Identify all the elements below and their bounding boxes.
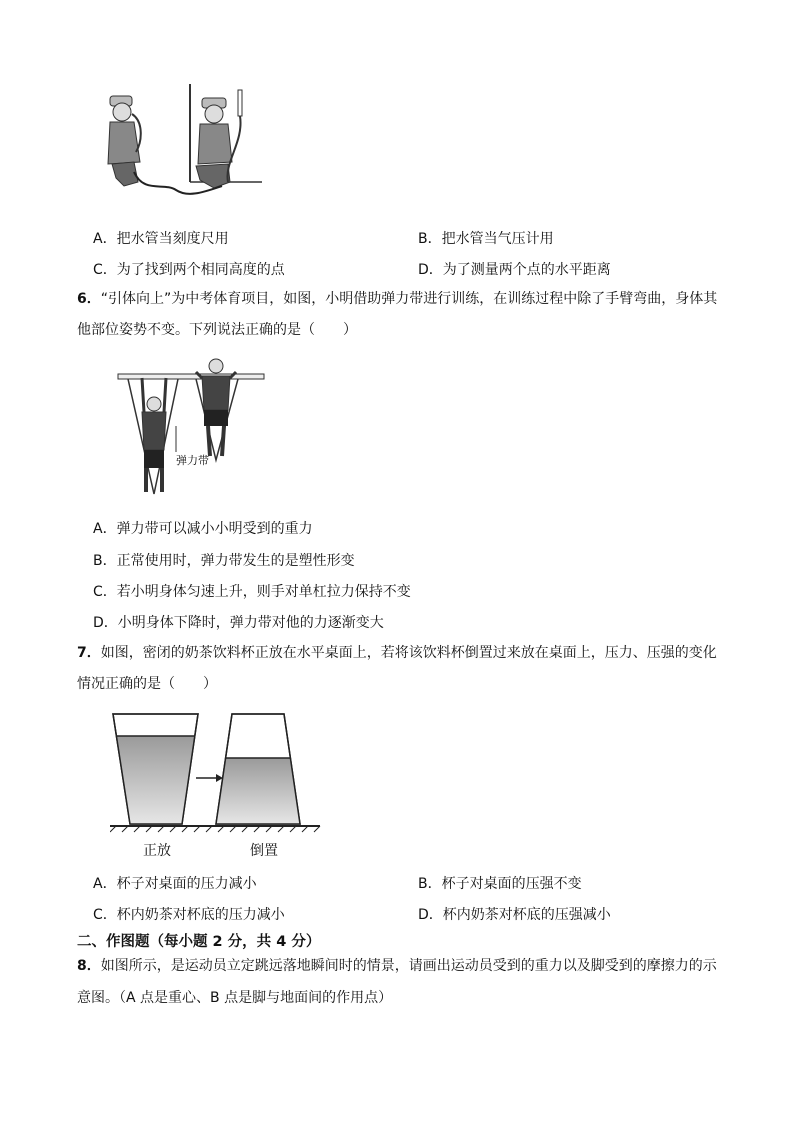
q7-option-c: C．杯内奶茶对杯底的压力减小 xyxy=(93,907,285,923)
q7-stem-line2: 情况正确的是（ ） xyxy=(77,676,217,692)
q6-option-d: D．小明身体下降时，弹力带对他的力逐渐变大 xyxy=(93,615,384,631)
q6-option-b: B．正常使用时，弹力带发生的是塑性形变 xyxy=(93,553,355,569)
q6-stem-line1: 6．“引体向上”为中考体育项目，如图，小明借助弹力带进行训练，在训练过程中除了手臂弯曲，身体其 xyxy=(77,291,718,307)
q6-stem-line2: 他部位姿势不变。下列说法正确的是（ ） xyxy=(77,322,357,338)
section-2-title: 二、作图题（每小题 2 分，共 4 分） xyxy=(77,934,321,950)
q7-figure xyxy=(110,708,335,837)
q7-label-inverted: 倒置 xyxy=(250,843,278,859)
q7-label-upright: 正放 xyxy=(143,843,171,859)
q5-option-c: C．为了找到两个相同高度的点 xyxy=(93,262,285,278)
workers-hose-illustration xyxy=(104,82,264,202)
q7-number: 7． xyxy=(77,645,101,661)
q7-option-b: B．杯子对桌面的压强不变 xyxy=(418,876,582,892)
q6-figure xyxy=(116,352,266,506)
q7-option-d: D．杯内奶茶对杯底的压强减小 xyxy=(418,907,611,923)
q5-option-b: B．把水管当气压计用 xyxy=(418,231,554,247)
q6-number: 6． xyxy=(77,291,101,307)
q5-option-a: A．把水管当刻度尺用 xyxy=(93,231,229,247)
q5-figure xyxy=(104,82,264,206)
q8-stem-line1: 8．如图所示，是运动员立定跳远落地瞬间时的情景，请画出运动员受到的重力以及脚受到的摩擦力的示 xyxy=(77,958,717,974)
q7-stem-line1: 7．如图，密闭的奶茶饮料杯正放在水平桌面上，若将该饮料杯倒置过来放在桌面上，压力、压强的变化 xyxy=(77,645,717,661)
pullup-band-illustration xyxy=(116,352,266,502)
q8-number: 8． xyxy=(77,958,101,974)
q5-option-d: D．为了测量两个点的水平距离 xyxy=(418,262,611,278)
q6-option-a: A．弹力带可以减小小明受到的重力 xyxy=(93,521,313,537)
q6-option-c: C．若小明身体匀速上升，则手对单杠拉力保持不变 xyxy=(93,584,411,600)
q7-option-a: A．杯子对桌面的压力减小 xyxy=(93,876,257,892)
q8-stem-line2: 意图。（A 点是重心、B 点是脚与地面间的作用点） xyxy=(77,990,393,1006)
cups-illustration xyxy=(110,708,335,833)
q6-band-label: 弹力带 xyxy=(176,454,209,467)
